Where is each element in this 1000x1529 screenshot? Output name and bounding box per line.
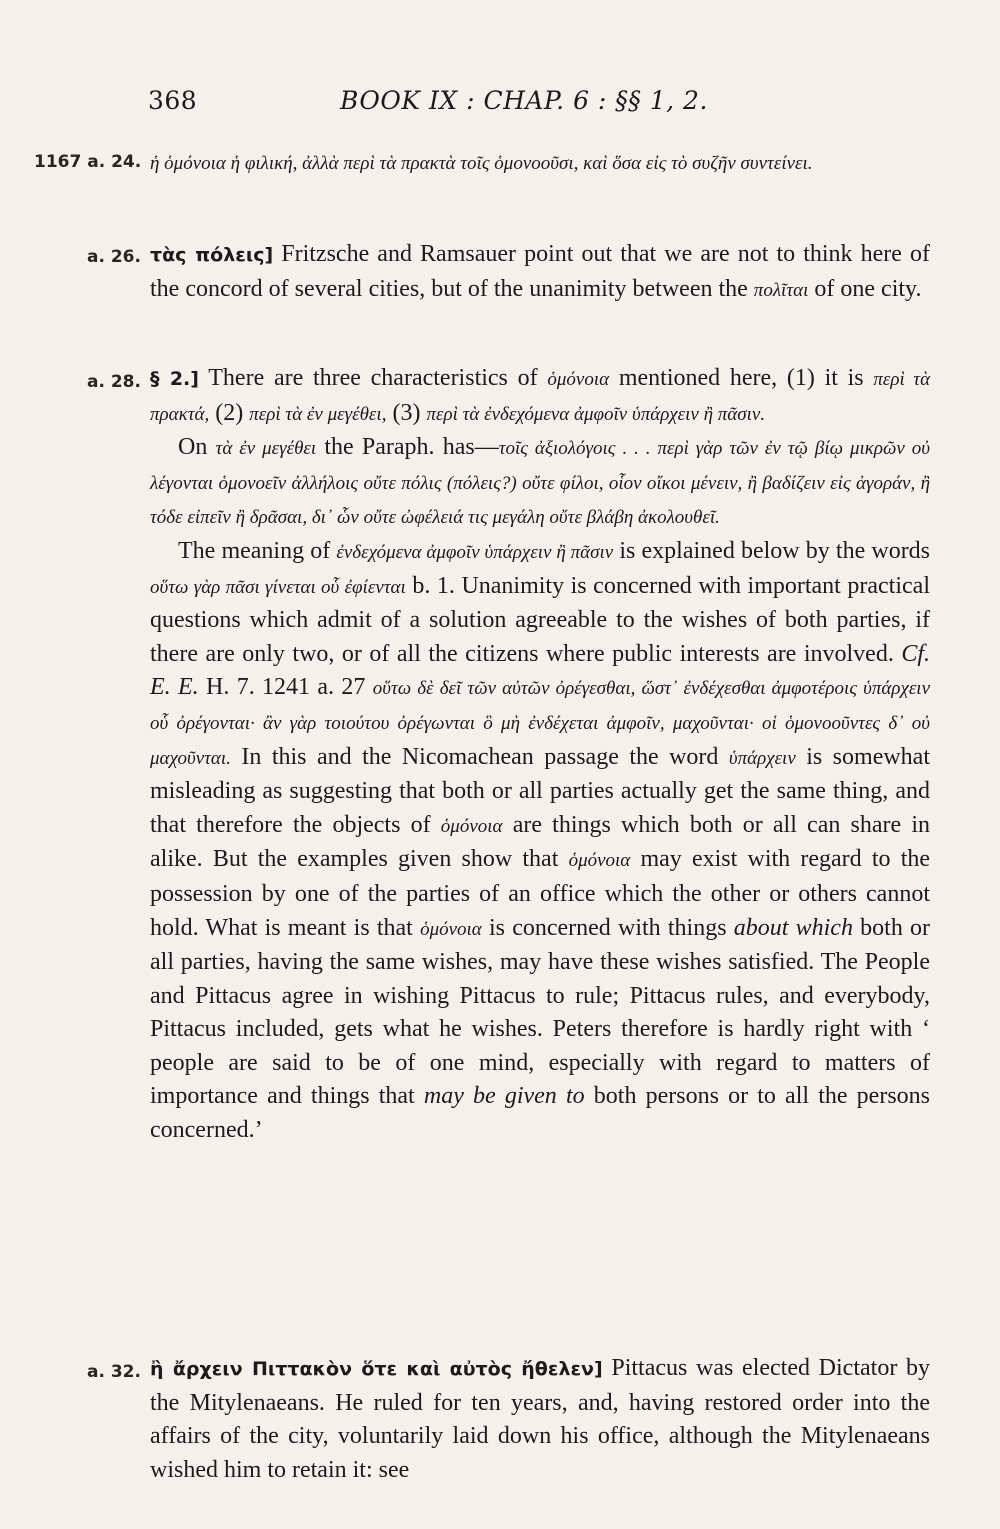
greek-quotation: ἡ ὁμόνοια ἡ φιλική, ἀλλὰ περὶ τὰ πρακτὰ τοῖς ὁμονοοῦσι, καὶ ὅσα εἰς τὸ συζῆν συντείνει.	[150, 153, 813, 174]
citation-locus: H. 7. 1241 a. 27	[206, 674, 366, 701]
citation: Cf. E. E.	[150, 640, 931, 701]
note-text	[150, 238, 930, 307]
commentary-text: (2)	[215, 399, 244, 426]
commentary-text: On	[178, 434, 208, 461]
greek-phrase: οὕτω γὰρ πᾶσι γίνεται οὗ ἐφίενται	[150, 576, 406, 598]
commentary-text: In this and the Nicomachean passage the word	[241, 743, 719, 770]
commentary-text: both or all parties, having the same wishes, may have these wishes satisfied. The People and Pittacus agree in wishing Pittacus to rule; Pittacus rules, and everybody, Pittacus included, gets what he wishes. Peters therefore is hardly right with ‘ people are said to be of one mind, especially with regard to matters of importance and things that	[150, 914, 931, 1110]
note-text	[150, 146, 930, 181]
explanation-paragraph	[150, 535, 930, 1148]
lemma: τὰς πόλεις]	[150, 244, 274, 266]
commentary-text: the Paraph. has—	[324, 434, 499, 461]
commentary-text: is explained below by the words	[619, 537, 931, 564]
running-title: BOOK IX : CHAP. 6 : §§ 1, 2.	[340, 86, 708, 115]
note-text	[150, 1352, 930, 1487]
line-reference: a. 32.	[87, 1362, 141, 1382]
greek-word: ὑπάρχειν	[728, 747, 796, 769]
lemma: ἢ ἄρχειν Πιττακὸν ὅτε καὶ αὐτὸς ἤθελεν]	[150, 1358, 603, 1380]
commentary-text: Pittacus was elected Dictator by the Mitylenaeans. He ruled for ten years, and, having restored order into the affairs of the city, voluntarily laid down his office, although the Mitylenaeans wished him to retain it: see	[150, 1355, 930, 1483]
commentary-text: is somewhat misleading as suggesting that both or all parties actually get the same thing, and that therefore the objects of	[150, 743, 930, 838]
note-text	[150, 362, 930, 1148]
commentary-text: (3)	[392, 399, 421, 426]
commentary-text: is concerned with things	[489, 914, 727, 941]
greek-phrase: τὰ ἐν μεγέθει	[215, 438, 317, 460]
commentary-text: both persons or to all the persons concerned.’	[150, 1083, 930, 1144]
page-number: 368	[148, 86, 198, 115]
commentary-text: Fritzsche and Ramsauer point out that we are not to think here of the concord of several cities, but of the unanimity between the	[150, 241, 930, 302]
greek-quotation: οὕτω δὲ δεῖ τῶν αὐτῶν ὀρέγεσθαι, ὥστ᾽ ἐνδέχεσθαι ἀμφοτέροις ὑπάρχειν οὗ ὀρέγονται· ἂν γὰρ τοιούτου ὀρέγωνται ὃ μὴ ἐνδέχεται ἀμφοῖν, μαχοῦνται· οἱ ὁμονοοῦντες δ᾽ οὐ μαχοῦνται.	[150, 678, 931, 769]
greek-quotation: τοῖς ἀξιολόγοις . . . περὶ γὰρ τῶν ἐν τῷ βίῳ μικρῶν οὐ λέγονται ὁμονοεῖν ἀλλήλοις οὔτε πόλις (πόλεις?) οὔτε φίλοι, οἷον οἴκοι μένειν, ἢ βαδίζειν εἰς ἀγοράν, ἢ τόδε εἰπεῖν ἢ δρᾶσαι, δι᾽ ὧν οὔτε ὠφέλειά τις μεγάλη οὔτε βλάβη ἀκολουθεῖ.	[150, 438, 931, 529]
emphasis: about which	[733, 914, 853, 941]
greek-word: ὁμόνοια	[547, 369, 610, 390]
greek-word: ὁμόνοια	[420, 918, 482, 940]
greek-phrase: ἐνδεχόμενα ἀμφοῖν ὑπάρχειν ἢ πᾶσιν	[336, 541, 614, 563]
greek-word: ὁμόνοια	[568, 850, 631, 872]
line-reference: a. 26.	[87, 247, 141, 267]
lemma: § 2.]	[150, 368, 199, 390]
emphasis: may be given to	[423, 1083, 585, 1110]
commentary-text: The meaning of	[178, 537, 331, 564]
greek-phrase: περὶ τὰ ἐν μεγέθει,	[249, 403, 387, 425]
commentary-text: of one city.	[814, 275, 922, 302]
commentary-text: may exist with regard to the possession by one of the parties of an office which the other or others cannot hold. What is meant is that	[150, 846, 931, 941]
greek-phrase: περὶ τὰ ἐνδεχόμενα ἀμφοῖν ὑπάρχειν ἢ πᾶσιν.	[426, 403, 766, 425]
line-reference: 1167 a. 24.	[34, 152, 142, 172]
commentary-text: There are three characteristics of	[208, 365, 538, 391]
commentary-text: are things which both or all can share in alike. But the examples given show that	[150, 811, 931, 873]
greek-word: πολῖται	[753, 279, 809, 301]
greek-phrase: περὶ τὰ πρακτά,	[150, 369, 931, 425]
commentary-text: mentioned here, (1) it is	[618, 365, 864, 391]
commentary-text: b. 1. Unanimity is concerned with important practical questions which admit of a solution agreeable to the wishes of both parties, if there are only two, or of all the citizens where public interests are involved.	[150, 572, 930, 667]
line-reference: a. 28.	[87, 372, 141, 392]
greek-word: ὁμόνοια	[440, 815, 503, 837]
paraphrase-paragraph	[150, 431, 930, 535]
